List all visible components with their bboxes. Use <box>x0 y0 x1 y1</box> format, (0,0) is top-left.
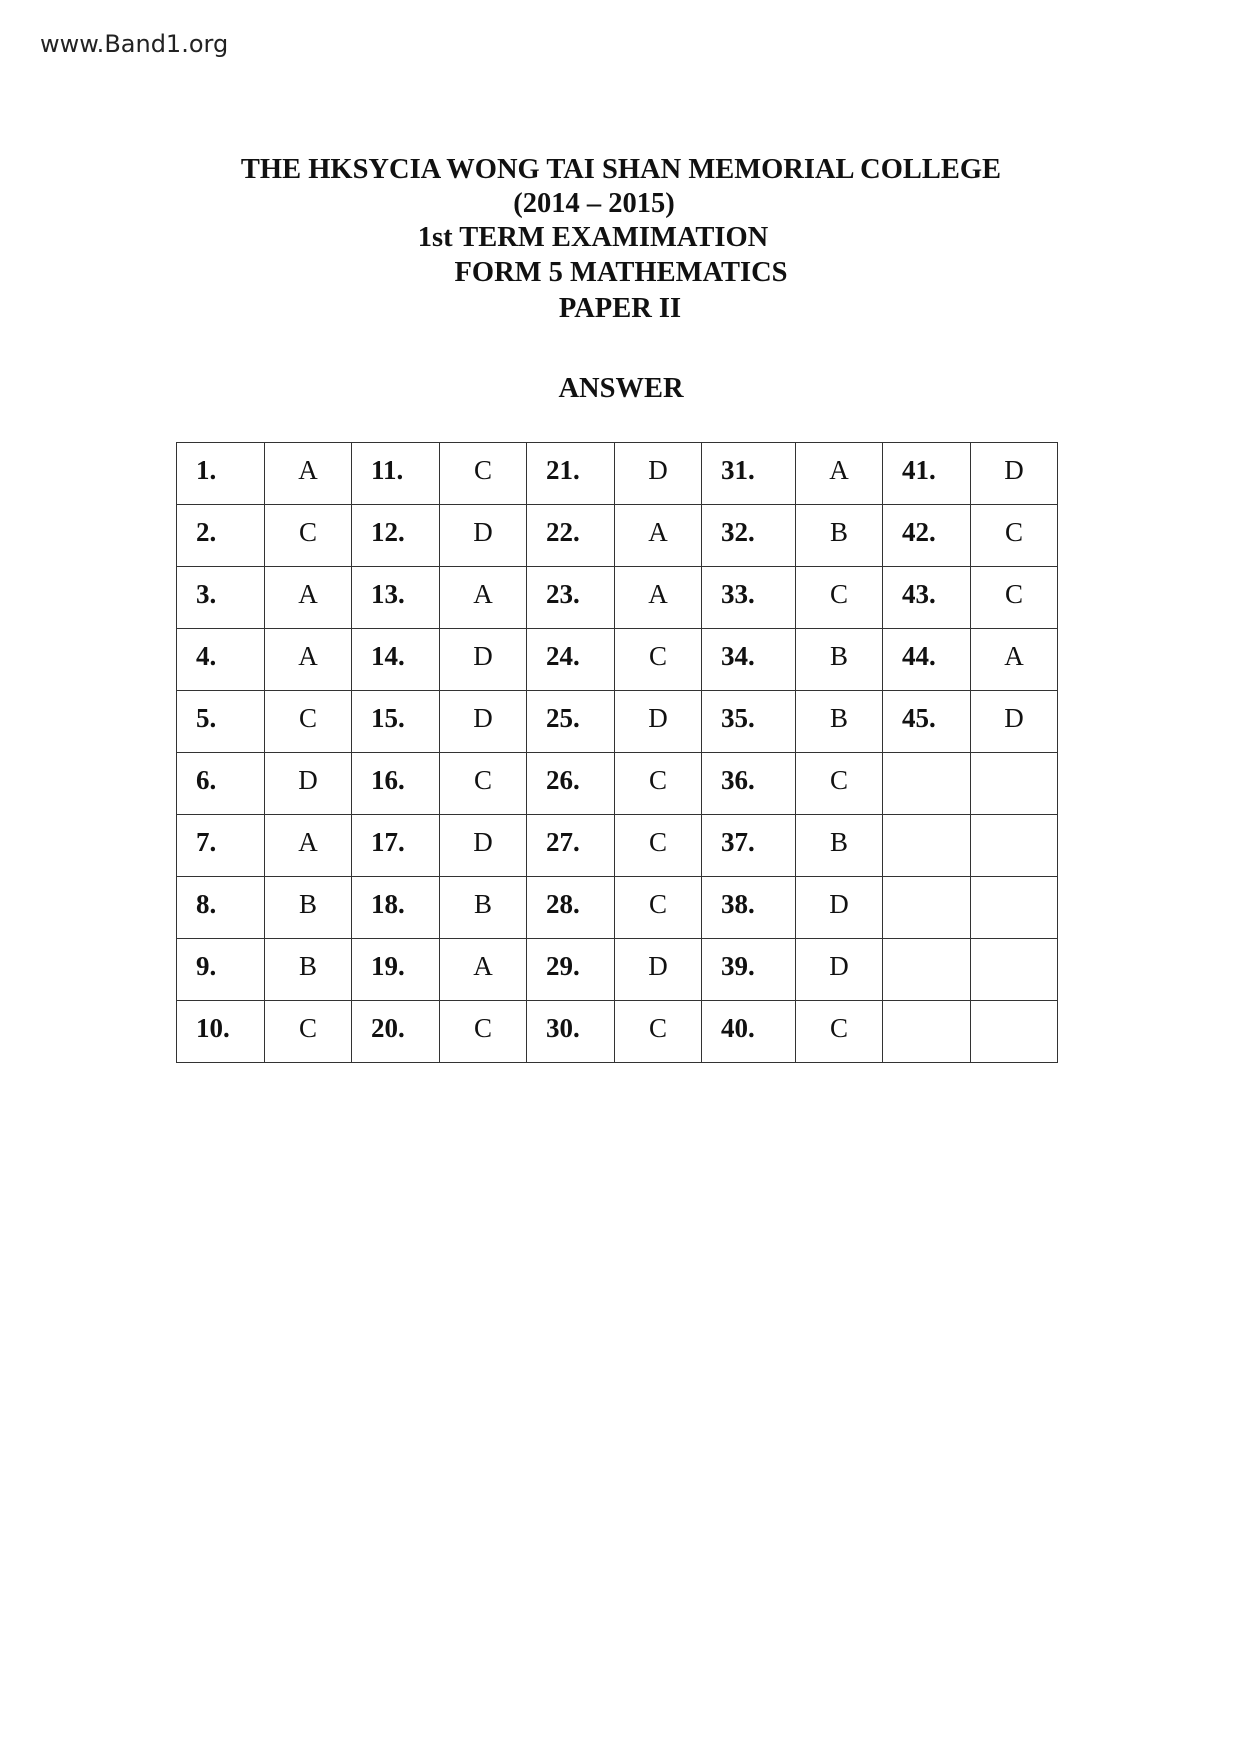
answer-letter: D <box>829 951 849 981</box>
question-number: 4. <box>196 641 217 671</box>
question-number-cell <box>352 505 440 567</box>
answer-letter <box>971 753 1057 765</box>
answer-letter: D <box>473 517 493 547</box>
answer-letter <box>971 877 1057 889</box>
answer-letter <box>971 1001 1057 1013</box>
question-number-cell <box>177 691 265 753</box>
question-number-cell <box>702 1001 796 1063</box>
answer-cell <box>971 1001 1058 1063</box>
question-number-cell <box>527 939 615 1001</box>
answer-letter: C <box>648 641 667 671</box>
question-number-cell <box>883 939 971 1001</box>
answer-letter: A <box>298 827 318 857</box>
answer-cell <box>440 629 527 691</box>
question-number-cell <box>352 567 440 629</box>
question-number-cell <box>177 877 265 939</box>
question-number-cell <box>883 691 971 753</box>
answer-cell <box>615 567 702 629</box>
question-number: 21. <box>546 455 580 485</box>
question-number-cell <box>527 567 615 629</box>
question-number: 38. <box>721 889 755 919</box>
question-number-cell <box>527 815 615 877</box>
question-number-cell <box>352 691 440 753</box>
question-number <box>902 877 970 889</box>
answer-letter: D <box>648 951 668 981</box>
question-number-cell <box>177 753 265 815</box>
answer-cell <box>796 1001 883 1063</box>
answer-letter: C <box>473 455 492 485</box>
question-number: 44. <box>902 641 936 671</box>
answer-letter: C <box>298 703 317 733</box>
answer-cell <box>265 629 352 691</box>
question-number-cell <box>702 443 796 505</box>
question-number: 37. <box>721 827 755 857</box>
question-number: 2. <box>196 517 217 547</box>
question-number: 22. <box>546 517 580 547</box>
answer-letter: D <box>648 703 668 733</box>
question-number: 5. <box>196 703 217 733</box>
answer-letter: D <box>1004 703 1024 733</box>
answer-letter: D <box>298 765 318 795</box>
answer-letter: C <box>829 579 848 609</box>
answer-letter: A <box>298 579 318 609</box>
question-number-cell <box>352 1001 440 1063</box>
table-row <box>177 939 1058 1001</box>
answer-cell <box>615 505 702 567</box>
question-number-cell <box>702 505 796 567</box>
table-row <box>177 629 1058 691</box>
question-number-cell <box>702 691 796 753</box>
question-number: 14. <box>371 641 405 671</box>
answer-letter: B <box>829 827 848 857</box>
answer-cell <box>796 691 883 753</box>
question-number-cell <box>883 815 971 877</box>
answer-cell <box>971 629 1058 691</box>
question-number: 27. <box>546 827 580 857</box>
answer-letter: A <box>298 641 318 671</box>
answer-cell <box>971 815 1058 877</box>
answer-cell <box>971 443 1058 505</box>
table-row <box>177 567 1058 629</box>
answer-cell <box>615 443 702 505</box>
question-number-cell <box>702 567 796 629</box>
answer-cell <box>971 567 1058 629</box>
question-number-cell <box>352 877 440 939</box>
answer-cell <box>265 505 352 567</box>
question-number: 7. <box>196 827 217 857</box>
answer-letter: C <box>473 1013 492 1043</box>
question-number: 24. <box>546 641 580 671</box>
question-number: 18. <box>371 889 405 919</box>
answer-cell <box>971 691 1058 753</box>
exam-title: 1st TERM EXAMIMATION <box>417 222 769 253</box>
question-number: 40. <box>721 1013 755 1043</box>
question-number: 30. <box>546 1013 580 1043</box>
answer-cell <box>265 877 352 939</box>
question-number: 33. <box>721 579 755 609</box>
question-number <box>902 1001 970 1013</box>
answer-letter: B <box>829 517 848 547</box>
question-number: 34. <box>721 641 755 671</box>
table-row <box>177 691 1058 753</box>
answer-letter: A <box>1004 641 1024 671</box>
question-number-cell <box>527 753 615 815</box>
question-number: 16. <box>371 765 405 795</box>
question-number-cell <box>177 815 265 877</box>
question-number: 29. <box>546 951 580 981</box>
answer-letter: C <box>298 517 317 547</box>
question-number-cell <box>352 815 440 877</box>
answer-cell <box>796 443 883 505</box>
answer-cell <box>440 691 527 753</box>
answer-heading: ANSWER <box>558 373 684 404</box>
source-watermark: www.Band1.org <box>40 30 229 58</box>
question-number: 32. <box>721 517 755 547</box>
question-number <box>902 753 970 765</box>
question-number <box>902 815 970 827</box>
question-number: 36. <box>721 765 755 795</box>
question-number-cell <box>883 443 971 505</box>
question-number-cell <box>527 443 615 505</box>
answer-letter: D <box>829 889 849 919</box>
answer-letter <box>971 815 1057 827</box>
answer-letter: C <box>648 827 667 857</box>
question-number-cell <box>177 629 265 691</box>
answer-cell <box>971 505 1058 567</box>
question-number-cell <box>527 505 615 567</box>
answer-cell <box>265 815 352 877</box>
answer-cell <box>615 629 702 691</box>
question-number-cell <box>883 505 971 567</box>
answer-letter: C <box>829 1013 848 1043</box>
answer-cell <box>440 443 527 505</box>
question-number-cell <box>702 939 796 1001</box>
answer-cell <box>265 567 352 629</box>
answer-cell <box>796 877 883 939</box>
answer-cell <box>440 877 527 939</box>
answer-letter: A <box>473 951 493 981</box>
question-number-cell <box>352 443 440 505</box>
answer-cell <box>265 939 352 1001</box>
answer-cell <box>265 443 352 505</box>
answer-cell <box>615 1001 702 1063</box>
question-number: 45. <box>902 703 936 733</box>
answer-letter: C <box>648 1013 667 1043</box>
subject-title: FORM 5 MATHEMATICS <box>454 257 788 288</box>
answer-cell <box>440 753 527 815</box>
answer-cell <box>440 567 527 629</box>
question-number-cell <box>702 815 796 877</box>
answer-letter: C <box>1004 579 1023 609</box>
answer-letter: B <box>298 889 317 919</box>
answer-cell <box>971 753 1058 815</box>
question-number: 12. <box>371 517 405 547</box>
table-row <box>177 815 1058 877</box>
answer-cell <box>440 939 527 1001</box>
answer-cell <box>796 629 883 691</box>
answer-letter: C <box>1004 517 1023 547</box>
answer-letter: D <box>473 703 493 733</box>
question-number: 35. <box>721 703 755 733</box>
question-number-cell <box>352 939 440 1001</box>
question-number: 25. <box>546 703 580 733</box>
question-number <box>902 939 970 951</box>
question-number-cell <box>177 443 265 505</box>
question-number-cell <box>527 691 615 753</box>
question-number: 1. <box>196 455 217 485</box>
answer-cell <box>796 505 883 567</box>
question-number: 3. <box>196 579 217 609</box>
answer-letter: C <box>473 765 492 795</box>
question-number: 9. <box>196 951 217 981</box>
answer-letter: A <box>473 579 493 609</box>
answer-letter: B <box>298 951 317 981</box>
answer-letter: A <box>648 517 668 547</box>
question-number-cell <box>883 877 971 939</box>
answer-letter: A <box>829 455 849 485</box>
answer-letter <box>971 939 1057 951</box>
answer-cell <box>796 939 883 1001</box>
question-number-cell <box>883 567 971 629</box>
answer-cell <box>615 691 702 753</box>
question-number: 28. <box>546 889 580 919</box>
paper-title: PAPER II <box>558 293 682 324</box>
answer-cell <box>796 815 883 877</box>
answer-cell <box>615 815 702 877</box>
question-number: 6. <box>196 765 217 795</box>
question-number: 26. <box>546 765 580 795</box>
question-number: 42. <box>902 517 936 547</box>
question-number-cell <box>527 629 615 691</box>
answer-cell <box>440 815 527 877</box>
table-row <box>177 443 1058 505</box>
question-number-cell <box>702 629 796 691</box>
answer-cell <box>265 753 352 815</box>
question-number: 20. <box>371 1013 405 1043</box>
answer-cell <box>796 567 883 629</box>
question-number: 17. <box>371 827 405 857</box>
answer-letter: A <box>648 579 668 609</box>
answer-letter: A <box>298 455 318 485</box>
answer-cell <box>615 939 702 1001</box>
question-number-cell <box>352 629 440 691</box>
answer-letter: B <box>473 889 492 919</box>
answer-letter: D <box>473 641 493 671</box>
question-number-cell <box>177 939 265 1001</box>
table-row <box>177 505 1058 567</box>
answer-cell <box>440 1001 527 1063</box>
table-row <box>177 753 1058 815</box>
question-number-cell <box>702 753 796 815</box>
question-number: 43. <box>902 579 936 609</box>
question-number-cell <box>352 753 440 815</box>
answer-cell <box>265 1001 352 1063</box>
academic-year: (2014 – 2015) <box>513 188 675 219</box>
answer-cell <box>265 691 352 753</box>
answer-cell <box>971 877 1058 939</box>
answer-letter: C <box>829 765 848 795</box>
question-number-cell <box>177 1001 265 1063</box>
answer-letter: C <box>298 1013 317 1043</box>
question-number: 8. <box>196 889 217 919</box>
question-number-cell <box>527 877 615 939</box>
answer-cell <box>440 505 527 567</box>
question-number: 19. <box>371 951 405 981</box>
answer-letter: D <box>1004 455 1024 485</box>
answer-table <box>176 442 1058 1063</box>
answer-cell <box>971 939 1058 1001</box>
answer-cell <box>796 753 883 815</box>
table-row <box>177 877 1058 939</box>
question-number: 39. <box>721 951 755 981</box>
answer-letter: C <box>648 889 667 919</box>
question-number: 23. <box>546 579 580 609</box>
question-number-cell <box>702 877 796 939</box>
question-number: 31. <box>721 455 755 485</box>
question-number: 10. <box>196 1013 230 1043</box>
school-name: THE HKSYCIA WONG TAI SHAN MEMORIAL COLLEGE <box>240 154 1002 185</box>
answer-letter: D <box>473 827 493 857</box>
question-number: 15. <box>371 703 405 733</box>
question-number-cell <box>883 629 971 691</box>
question-number-cell <box>883 753 971 815</box>
question-number-cell <box>177 505 265 567</box>
question-number: 11. <box>371 455 404 485</box>
table-row <box>177 1001 1058 1063</box>
answer-letter: D <box>648 455 668 485</box>
question-number-cell <box>527 1001 615 1063</box>
answer-cell <box>615 753 702 815</box>
question-number-cell <box>177 567 265 629</box>
answer-table-body <box>177 443 1058 1063</box>
question-number-cell <box>883 1001 971 1063</box>
answer-letter: C <box>648 765 667 795</box>
answer-cell <box>615 877 702 939</box>
answer-letter: B <box>829 641 848 671</box>
question-number: 13. <box>371 579 405 609</box>
question-number: 41. <box>902 455 936 485</box>
answer-letter: B <box>829 703 848 733</box>
